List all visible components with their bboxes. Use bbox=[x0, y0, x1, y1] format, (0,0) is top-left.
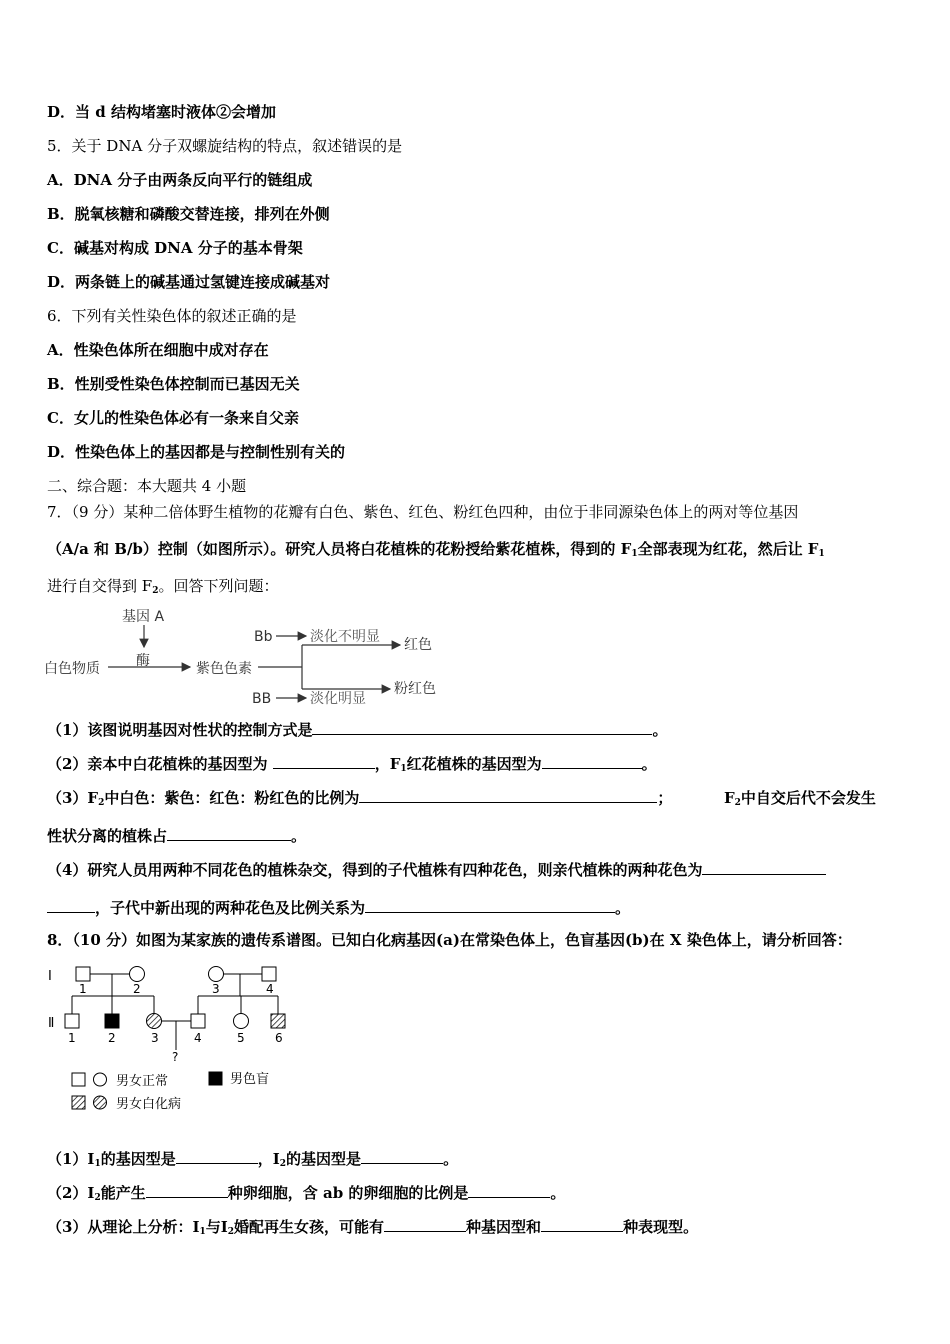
q7-stem-line1: 7．（9 分）某种二倍体野生植物的花瓣有白色、紫色、红色、粉红色四种，由位于非同源染色体上的两对等位基因 bbox=[47, 503, 799, 521]
q7-sub4-cont: ，子代中新出现的两种花色及比例关系为 。 bbox=[47, 898, 630, 918]
q6-stem: 6．下列有关性染色体的叙述正确的是 bbox=[47, 307, 297, 325]
weak-fade-label: 淡化不明显 bbox=[310, 629, 380, 645]
section-heading: 二、综合题：本大题共 4 小题 bbox=[47, 477, 247, 495]
I1-number: 1 bbox=[79, 982, 87, 996]
II2-number: 2 bbox=[108, 1031, 116, 1045]
legend-colorblind-icon bbox=[209, 1072, 222, 1085]
II4-number: 4 bbox=[194, 1031, 202, 1045]
enzyme-label: 酶 bbox=[136, 653, 150, 669]
I4-number: 4 bbox=[266, 982, 274, 996]
legend-albino-label: 男女白化病 bbox=[116, 1097, 182, 1112]
q4-option-d: D．当 d 结构堵塞时液体②会增加 bbox=[47, 103, 276, 121]
I3-normal-female bbox=[209, 967, 224, 982]
legend-normal-female-icon bbox=[94, 1073, 107, 1086]
q7-stem-line3: 进行自交得到 F2。回答下列问题： bbox=[47, 577, 279, 596]
pink-label: 粉红色 bbox=[394, 681, 436, 697]
I4-normal-male bbox=[262, 967, 276, 981]
q8-sub1: （1）Ⅰ1的基因型是 ，Ⅰ2的基因型是 。 bbox=[47, 1150, 459, 1169]
q7-sub1: （1）该图说明基因对性状的控制方式是 。 bbox=[47, 721, 668, 739]
II5-normal-female bbox=[234, 1014, 249, 1029]
q5-option-b: B．脱氧核糖和磷酸交替连接，排列在外侧 bbox=[47, 205, 330, 223]
bb-homo-label: BB bbox=[252, 691, 272, 707]
q7-sub4: （4）研究人员用两种不同花色的植株杂交，得到的子代植株有四种花色，则亲代植株的两种花色为 bbox=[47, 860, 826, 880]
unknown-child: ? bbox=[172, 1050, 179, 1064]
I2-number: 2 bbox=[133, 982, 141, 996]
gene-a-label: 基因 A bbox=[122, 609, 165, 625]
q7-stem-line2: （A/a 和 B/b）控制（如图所示）。研究人员将白花植株的花粉授给紫花植株，得到的 F1全部表现为红花，然后让 F1 bbox=[47, 540, 825, 559]
q5-option-c: C．碱基对构成 DNA 分子的基本骨架 bbox=[47, 239, 303, 257]
legend-normal-label: 男女正常 bbox=[116, 1074, 169, 1089]
white-substance-label: 白色物质 bbox=[44, 661, 100, 677]
q6-option-d: D．性染色体上的基因都是与控制性别有关的 bbox=[47, 443, 346, 461]
pedigree-chart bbox=[40, 958, 300, 1118]
I2-normal-female bbox=[130, 967, 145, 982]
II2-colorblind-male bbox=[105, 1014, 119, 1028]
q8-stem: 8．（10 分）如图为某家族的遗传系谱图。已知白化病基因(a)在常染色体上，色盲基因(b)在 X 染色体上，请分析回答： bbox=[47, 931, 852, 949]
q7-sub3: （3）F2中白色：紫色：红色：粉红色的比例为 ； F2中自交后代不会发生 bbox=[47, 789, 876, 808]
strong-fade-label: 淡化明显 bbox=[310, 691, 366, 707]
II6-number: 6 bbox=[275, 1031, 283, 1045]
q8-sub2: （2）Ⅰ2能产生 种卵细胞，含 ab 的卵细胞的比例是 。 bbox=[47, 1184, 566, 1203]
q7-sub3-cont: 性状分离的植株占 。 bbox=[47, 827, 307, 845]
I3-number: 3 bbox=[212, 982, 220, 996]
q5-stem: 5．关于 DNA 分子双螺旋结构的特点，叙述错误的是 bbox=[47, 137, 403, 155]
q5-option-d: D．两条链上的碱基通过氢键连接成碱基对 bbox=[47, 273, 331, 291]
q6-option-c: C．女儿的性染色体必有一条来自父亲 bbox=[47, 409, 299, 427]
legend-colorblind-label: 男色盲 bbox=[230, 1072, 270, 1087]
pigment-pathway-diagram bbox=[40, 603, 460, 713]
q6-option-a: A．性染色体所在细胞中成对存在 bbox=[47, 341, 269, 359]
q8-sub3: （3）从理论上分析：Ⅰ1与Ⅰ2婚配再生女孩，可能有 种基因型和 种表现型。 bbox=[47, 1218, 699, 1237]
bb-hetero-label: Bb bbox=[254, 629, 273, 645]
red-label: 红色 bbox=[404, 637, 432, 653]
legend-albino-male-icon bbox=[72, 1096, 85, 1109]
q5-option-a: A．DNA 分子由两条反向平行的链组成 bbox=[47, 171, 313, 189]
II6-albino-male bbox=[271, 1014, 285, 1028]
II1-normal-male bbox=[65, 1014, 79, 1028]
q7-sub2: （2）亲本中白花植株的基因型为 ，F1红花植株的基因型为 。 bbox=[47, 755, 657, 774]
II1-number: 1 bbox=[68, 1031, 76, 1045]
legend-albino-female-icon bbox=[94, 1096, 107, 1109]
purple-pigment-label: 紫色色素 bbox=[196, 661, 252, 677]
II4-normal-male bbox=[191, 1014, 205, 1028]
generation-2-label: Ⅱ bbox=[48, 1016, 55, 1031]
II5-number: 5 bbox=[237, 1031, 245, 1045]
II3-number: 3 bbox=[151, 1031, 159, 1045]
legend-normal-male-icon bbox=[72, 1073, 85, 1086]
q6-option-b: B．性别受性染色体控制而已基因无关 bbox=[47, 375, 300, 393]
II3-albino-female bbox=[147, 1014, 162, 1029]
I1-normal-male bbox=[76, 967, 90, 981]
generation-1-label: Ⅰ bbox=[48, 969, 52, 984]
